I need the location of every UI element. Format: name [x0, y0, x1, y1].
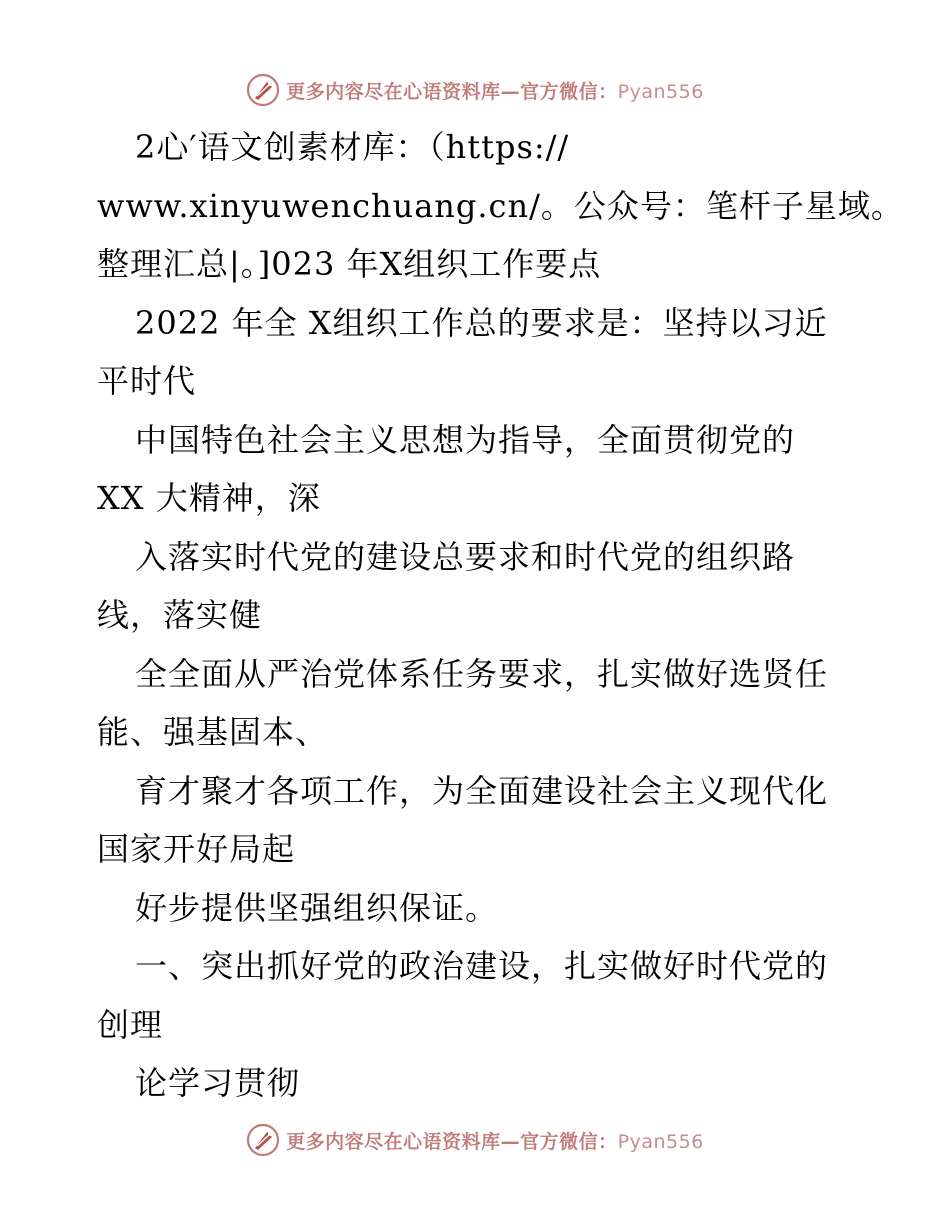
body-line: 全全面从严治党体系任务要求，扎实做好选贤任: [135, 654, 829, 693]
body-line: 国家开好局起: [97, 830, 296, 868]
body-line: XX 大精神，深: [97, 479, 321, 517]
body-line: 2心′语文创素材库：（https://: [135, 128, 570, 166]
header-banner-text: 更多内容尽在心语资料库—官方微信：Pyan556: [286, 80, 704, 103]
body-line: 平时代: [97, 362, 197, 400]
body-line: 育才聚才各项工作，为全面建设社会主义现代化: [135, 771, 829, 810]
body-line: 能、强基固本、: [97, 713, 329, 751]
body-line: 好步提供坚强组织保证。: [135, 888, 499, 927]
pen-nib-circle-icon: [246, 73, 280, 107]
body-line: 一、突出抓好党的政治建设，扎实做好时代党的: [135, 947, 829, 985]
pen-nib-circle-icon: [246, 1123, 280, 1157]
body-line: www.xinyuwenchuang.cn/。公众号：笔杆子星域。: [97, 186, 904, 225]
document-body: [97, 118, 904, 1113]
footer-wechat-id: Pyan556: [617, 1130, 704, 1153]
header-wechat-id: Pyan556: [617, 80, 704, 103]
body-line: 论学习贯彻: [135, 1064, 301, 1102]
body-line: 整理汇总|。]023 年X组织工作要点: [97, 245, 602, 283]
footer-banner: [0, 1120, 950, 1160]
body-line: 2022 年全 X组织工作总的要求是：坚持以习近: [135, 303, 828, 342]
body-line: 入落实时代党的建设总要求和时代党的组织路: [135, 537, 796, 576]
footer-banner-text: 更多内容尽在心语资料库—官方微信：Pyan556: [286, 1130, 704, 1153]
body-line: 中国特色社会主义思想为指导，全面贯彻党的: [135, 420, 796, 459]
body-line: 线，落实健: [97, 596, 263, 634]
body-line: 创理: [97, 1005, 164, 1044]
header-banner: [0, 70, 950, 110]
